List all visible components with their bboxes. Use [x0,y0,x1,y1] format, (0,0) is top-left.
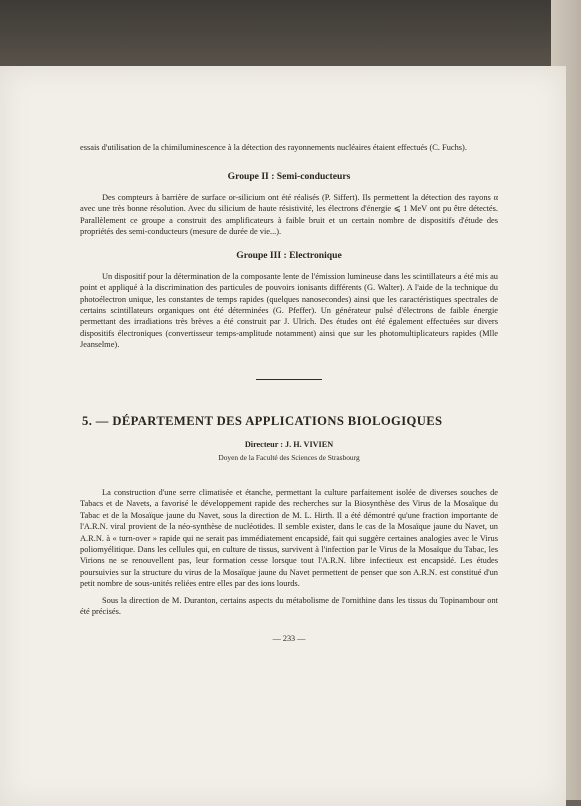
scanner-background-top [0,0,581,72]
intro-paragraph: essais d'utilisation de la chimiluminescence à la détection des rayonnements nucléaires étaient effectués (C. Fuchs). [80,143,467,152]
department-title: 5. — DÉPARTEMENT DES APPLICATIONS BIOLOGIQUES [82,413,443,428]
director-affiliation: Doyen de la Faculté des Sciences de Strasbourg [218,452,360,462]
document-page [0,66,566,806]
department-paragraph-1: La construction d'une serre climatisée et étanche, permettant la culture parfaitement isolée de diverses souches de Tabacs et de Navets, a favorisé le développement rapide des recherches sur la Biosynthèse des Virus de la Mosaïque du Tabac et de la Mosaïque jaune du Navet, sous la direction de M. L. Hirth. Il a été démontré qu'une fraction importante de l'A.R.N. viral provient de la néo-synthèse de nucléotides. Il semble exister, dans le cas de la Mosaïque jaune du Navet, un A.R.N. à « turn-over » rapide qui ne serait pas immédiatement encapsidé, fait qui suggère certaines analogies avec le Virus poliomyélitique. Dans les cellules qui, en culture de tissus, survivent à l'infection par le Virus de la Mosaïque du Tabac, les Virions ne se renouvellent pas, leur formation cesse lorsque tout l'A.R.N. libre infectieux est encapsidé. Les études poursuivies sur la structure du virus de la Mosaïque jaune du Navet permettent de penser que son A.R.N. est constitué d'un petit nombre de sous-unités reliées entre elles par des ions lourds. [80,487,498,589]
section-divider [256,379,322,380]
director-name: J. H. VIVIEN [285,440,334,450]
page-content [80,142,498,645]
groupe-3-paragraph: Un dispositif pour la détermination de la composante lente de l'émission lumineuse dans les scintillateurs a été mis au point et appliqué à la discrimination des particules de pouvoirs ionisants différents (G. Walter). A l'aide de la technique du photoélectron unique, les constantes de temps rapides (quelques nanosecondes) ainsi que les caractéristiques spectrales de certains scintillateurs organiques ont été déterminées (G. Pfeffer). Un générateur pulsé d'électrons de faible énergie permettant des irradiations très brèves a été construit par J. Ulrich. Des études ont été également effectuées sur divers dispositifs électroniques (convertisseur temps-amplitude notamment) ainsi que sur les photomultiplicateurs rapides (Mlle Jeanselme). [80,271,498,350]
groupe-2-paragraph: Des compteurs à barrière de surface or-silicium ont été réalisés (P. Siffert). Ils permettent la détection des rayons α avec une très bonne résolution. Avec du silicium de haute résistivité, les électrons d'énergie ⩽ 1 MeV ont pu être détectés. Parallèlement ce groupe a construit des amplificateurs à faible bruit et un certain nombre de dispositifs d'étude des propriétés des semi-conducteurs (mesure de durée de vie...). [80,192,498,237]
department-paragraph-2: Sous la direction de M. Duranton, certains aspects du métabolisme de l'ornithine dans les tissus du Topinambour ont été précisés. [80,595,498,616]
director-line [80,439,498,450]
director-label: Directeur : [244,440,283,450]
groupe-2-heading: Groupe II : Semi-conducteurs [227,171,351,183]
groupe-3-heading: Groupe III : Electronique [236,250,342,262]
page-number: — 233 — [272,634,306,644]
